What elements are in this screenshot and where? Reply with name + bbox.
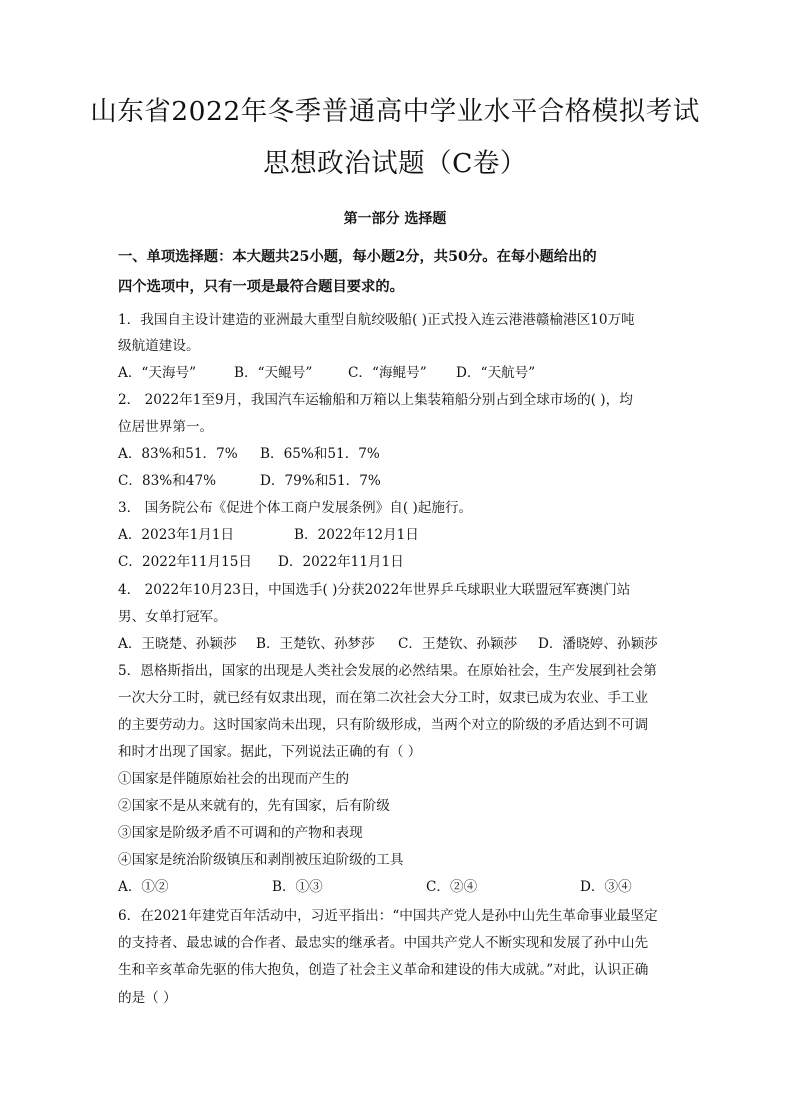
question-5-stem: 一次大分工时，就已经有奴隶出现，而在第二次社会大分工时，奴隶已成为农业、手工业 — [118, 690, 649, 706]
option-c[interactable]: C．②④ — [426, 879, 478, 895]
option-b[interactable]: B．2022年12月1日 — [294, 527, 419, 543]
question-5-statement: ④国家是统治阶级镇压和剥削被压迫阶级的工具 — [118, 852, 404, 868]
question-1-stem: 1．我国自主设计建造的亚洲最大重型自航绞吸船( )正式投入连云港港赣榆港区10万吨 — [118, 312, 635, 328]
question-5-stem: 5．恩格斯指出，国家的出现是人类社会发展的必然结果。在原始社会，生产发展到社会第 — [118, 663, 657, 679]
instructions-line: 四个选项中，只有一项是最符合题目要求的。 — [118, 279, 404, 295]
option-c[interactable]: C．83%和47% — [118, 473, 217, 489]
question-1-options — [118, 363, 678, 383]
option-d[interactable]: D．2022年11月1日 — [278, 554, 404, 570]
option-a[interactable]: A．①② — [118, 879, 169, 895]
question-5-stem: 的主要劳动力。这时国家尚未出现，只有阶级形成，当两个对立的阶级的矛盾达到不可调 — [118, 717, 649, 733]
question-6-stem: 生和辛亥革命先驱的伟大抱负，创造了社会主义革命和建设的伟大成就。”对此，认识正确 — [118, 962, 649, 978]
option-b[interactable]: B．①③ — [272, 879, 323, 895]
question-5-statement: ②国家不是从来就有的，先有国家，后有阶级 — [118, 798, 390, 814]
question-6-stem: 的是（ ） — [118, 990, 177, 1006]
option-b[interactable]: B．65%和51．7% — [260, 446, 380, 462]
question-5-options — [118, 877, 678, 897]
question-2-options — [118, 444, 678, 464]
option-a[interactable]: A．“天海号” — [118, 365, 197, 381]
question-5-statement: ①国家是伴随原始社会的出现而产生的 — [118, 771, 350, 787]
section-heading: 第一部分 选择题 — [343, 211, 447, 227]
question-2-stem: 2． 2022年1至9月，我国汽车运输船和万箱以上集装箱船分别占到全球市场的( )，均 — [118, 392, 633, 408]
option-d[interactable]: D．“天航号” — [456, 365, 536, 381]
instructions-line: 一、单项选择题：本大题共25小题，每小题2分，共50分。在每小题给出的 — [118, 249, 597, 265]
option-b[interactable]: B．“天鲲号” — [234, 365, 313, 381]
question-4-stem: 男、女单打冠军。 — [118, 609, 227, 625]
exam-subtitle: 思想政治试题（C卷） — [263, 148, 527, 179]
option-d[interactable]: D．潘晓婷、孙颖莎 — [538, 636, 658, 652]
question-3-options — [118, 552, 678, 572]
option-a[interactable]: A．王晓楚、孙颖莎 — [118, 636, 237, 652]
question-4-stem: 4． 2022年10月23日，中国选手( )分获2022年世界乒乓球职业大联盟冠军赛澳门站 — [118, 582, 631, 598]
question-5-statement: ③国家是阶级矛盾不可调和的产物和表现 — [118, 825, 363, 841]
option-c[interactable]: C．2022年11月15日 — [118, 554, 252, 570]
question-3-options — [118, 525, 678, 545]
option-d[interactable]: D．79%和51．7% — [260, 473, 381, 489]
exam-title: 山东省2022年冬季普通高中学业水平合格模拟考试 — [90, 96, 700, 127]
question-2-stem: 位居世界第一。 — [118, 419, 214, 435]
option-a[interactable]: A．83%和51．7% — [118, 446, 238, 462]
option-a[interactable]: A．2023年1月1日 — [118, 527, 235, 543]
question-6-stem: 6．在2021年建党百年活动中，习近平指出：“中国共产党人是孙中山先生革命事业最坚定 — [118, 908, 658, 924]
option-b[interactable]: B．王楚钦、孙梦莎 — [256, 636, 375, 652]
option-c[interactable]: C．“海鲲号” — [348, 365, 427, 381]
question-4-options — [118, 634, 678, 654]
question-2-options — [118, 471, 678, 491]
option-d[interactable]: D．③④ — [580, 879, 632, 895]
option-c[interactable]: C．王楚钦、孙颖莎 — [398, 636, 518, 652]
question-6-stem: 的支持者、最忠诚的合作者、最忠实的继承者。中国共产党人不断实现和发展了孙中山先 — [118, 935, 649, 951]
question-3-stem: 3． 国务院公布《促进个体工商户发展条例》自( )起施行。 — [118, 500, 473, 516]
question-1-stem: 级航道建设。 — [118, 338, 200, 354]
question-5-stem: 和时才出现了国家。据此，下列说法正确的有（ ） — [118, 744, 422, 760]
